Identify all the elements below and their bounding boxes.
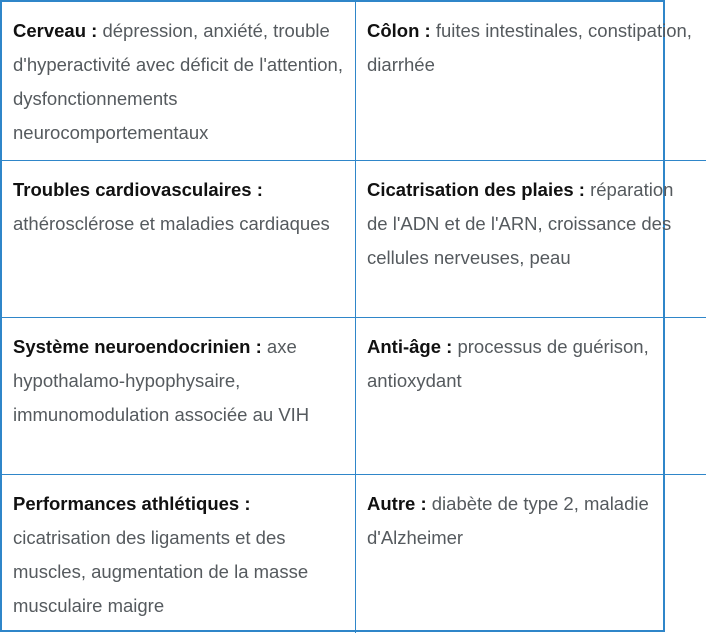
cell-text: fuites intestinales, constipation, diarrhée xyxy=(367,20,692,75)
table-cell-anti-age xyxy=(356,318,706,475)
cell-label: Cerveau : xyxy=(13,20,97,41)
table-cell-cerveau xyxy=(2,2,356,161)
cell-text: processus de guérison, antioxydant xyxy=(367,336,649,391)
table-cell-performances xyxy=(2,475,356,633)
cell-text: diabète de type 2, maladie d'Alzheimer xyxy=(367,493,649,548)
table-row xyxy=(2,2,706,161)
cell-text: réparation de l'ADN et de l'ARN, croissance des cellules nerveuses, peau xyxy=(367,179,673,268)
cell-label: Cicatrisation des plaies : xyxy=(367,179,585,200)
table-cell-cicatrisation xyxy=(356,161,706,318)
cell-text: athérosclérose et maladies cardiaques xyxy=(13,213,330,234)
cell-label: Système neuroendocrinien : xyxy=(13,336,262,357)
cell-label: Troubles cardiovasculaires : xyxy=(13,179,263,200)
cell-text: cicatrisation des ligaments et des muscles, augmentation de la masse musculaire maigre xyxy=(13,527,308,616)
table-row xyxy=(2,475,706,633)
cell-label: Performances athlétiques : xyxy=(13,493,251,514)
benefits-table xyxy=(2,2,706,633)
cell-text: dépression, anxiété, trouble d'hyperactivité avec déficit de l'attention, dysfonctionnements neurocomportementaux xyxy=(13,20,343,143)
cell-label: Autre : xyxy=(367,493,427,514)
cell-text: axe hypothalamo-hypophysaire, immunomodulation associée au VIH xyxy=(13,336,309,425)
table-cell-colon xyxy=(356,2,706,161)
table-row xyxy=(2,161,706,318)
cell-label: Anti-âge : xyxy=(367,336,452,357)
table-cell-neuroendocrinien xyxy=(2,318,356,475)
cell-label: Côlon : xyxy=(367,20,431,41)
table-row xyxy=(2,318,706,475)
table-cell-cardiovasculaires xyxy=(2,161,356,318)
table-cell-autre xyxy=(356,475,706,633)
